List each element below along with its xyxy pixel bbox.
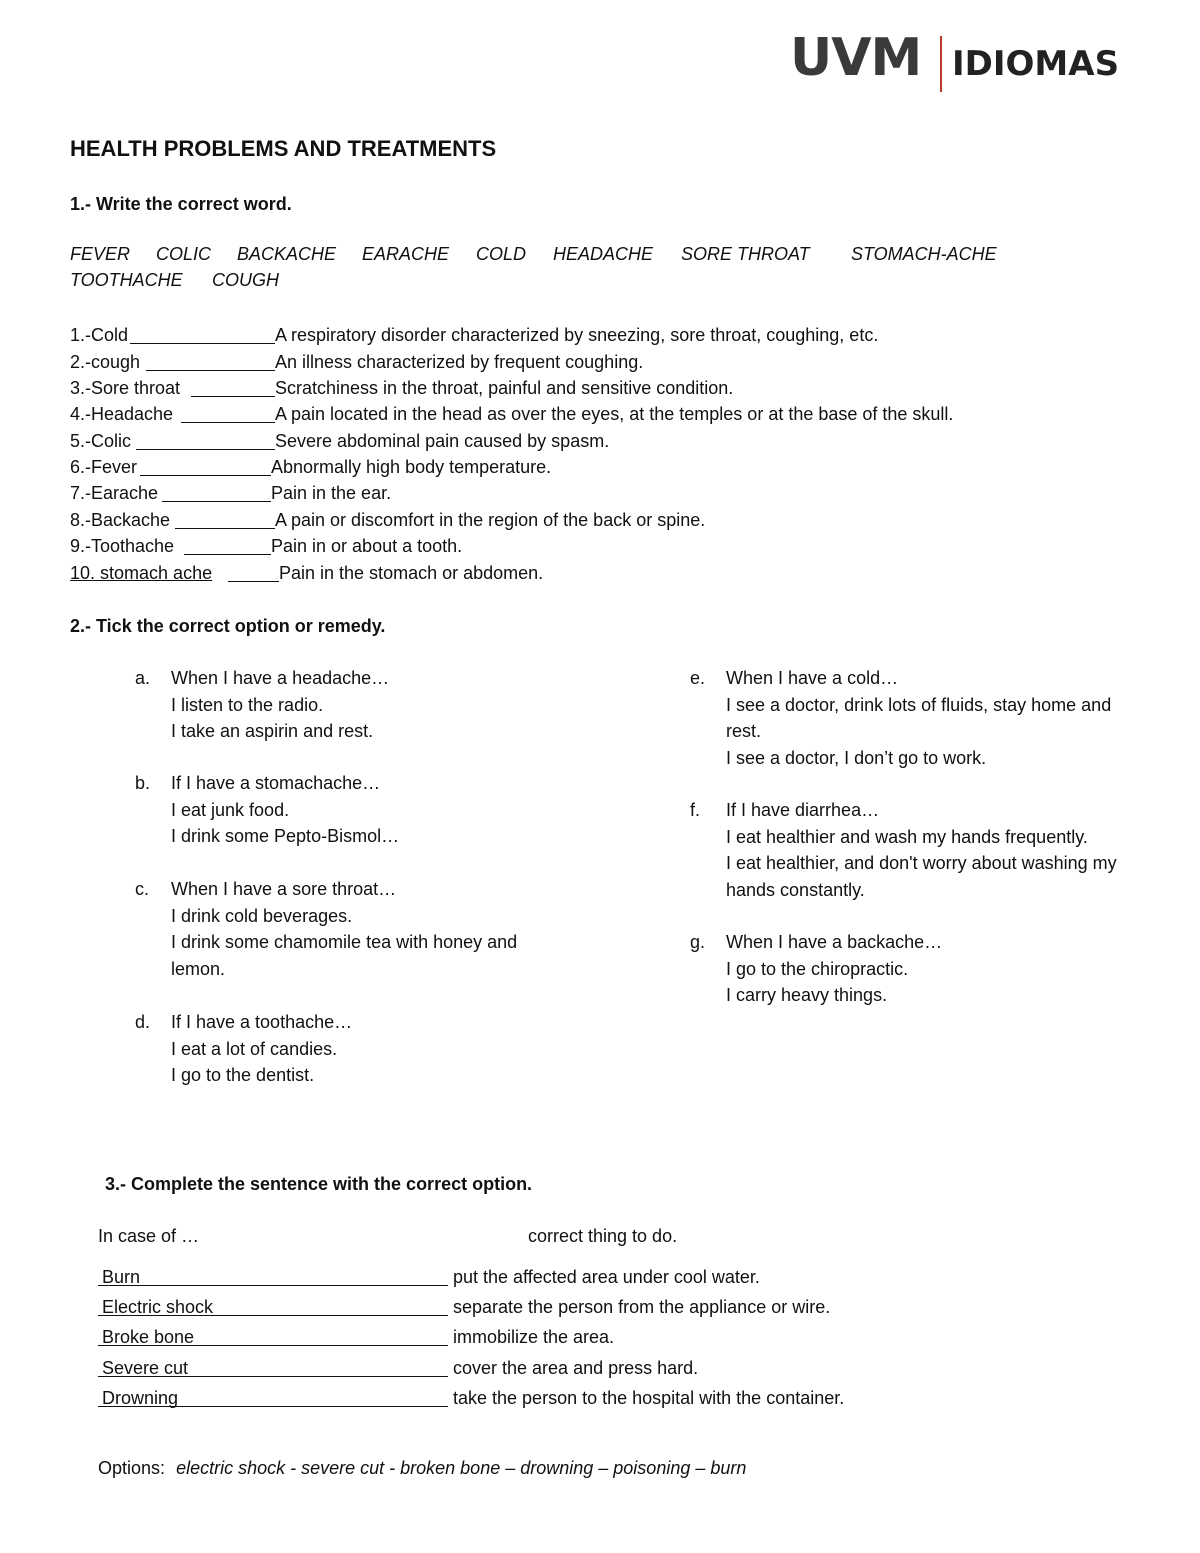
answer-line: [175, 507, 275, 529]
completion-text: separate the person from the appliance or wire.: [453, 1297, 831, 1317]
answer-line: [140, 454, 271, 476]
question-prompt: If I have diarrhea…: [726, 800, 880, 820]
options-line: [98, 1456, 746, 1480]
word-bank-item: STOMACH-ACHE: [851, 244, 997, 264]
option-text[interactable]: I go to the chiropractic.: [726, 958, 909, 979]
definition-text: A pain located in the head as over the eyes, at the temples or at the base of the skull.: [275, 404, 954, 424]
definition-text: Pain in the stomach or abdomen.: [279, 563, 544, 583]
answer-line: [184, 533, 271, 555]
word-bank-item: HEADACHE: [553, 244, 654, 264]
option-text[interactable]: I eat junk food.: [171, 799, 290, 820]
answer-line: [181, 401, 275, 423]
definition-text: Scratchiness in the throat, painful and sensitive condition.: [275, 378, 734, 398]
option-text[interactable]: I drink cold beverages.: [171, 905, 353, 926]
question-block: [726, 665, 1126, 771]
question-letter: c.: [135, 879, 150, 899]
definition-text: A pain or discomfort in the region of the back or spine.: [275, 510, 706, 530]
option-text[interactable]: I drink some Pepto-Bismol…: [171, 826, 400, 846]
option-text[interactable]: I see a doctor, drink lots of fluids, stay home and rest.: [726, 694, 1112, 741]
answer-line: [146, 349, 275, 371]
page-title: HEALTH PROBLEMS AND TREATMENTS: [70, 136, 497, 161]
answer-line: [136, 428, 275, 450]
question-prompt: When I have a sore throat…: [171, 879, 397, 899]
question-block: [171, 665, 581, 745]
completion-text: take the person to the hospital with the container.: [453, 1388, 845, 1408]
completion-text: cover the area and press hard.: [453, 1358, 699, 1378]
completion-text: put the affected area under cool water.: [453, 1267, 760, 1287]
definition-text: Pain in the ear.: [271, 483, 392, 503]
section1-heading: 1.- Write the correct word.: [70, 194, 292, 214]
section3-heading: 3.- Complete the sentence with the correct option.: [105, 1174, 533, 1194]
question-letter: b.: [135, 773, 151, 793]
word-bank-item: EARACHE: [362, 244, 450, 264]
option-text[interactable]: I see a doctor, I don’t go to work.: [726, 747, 987, 768]
question-block: [726, 929, 1136, 1009]
question-prompt: When I have a backache…: [726, 932, 943, 952]
option-text[interactable]: I take an aspirin and rest.: [171, 721, 374, 741]
definition-text: A respiratory disorder characterized by sneezing, sore throat, coughing, etc.: [275, 325, 879, 345]
completion-answer[interactable]: Electric shock: [98, 1294, 448, 1316]
definition-answer: 9.-Toothache: [70, 536, 175, 556]
question-letter: g.: [690, 932, 706, 952]
completion-answer[interactable]: Burn: [98, 1264, 448, 1286]
logo-uvm: UVM: [790, 28, 922, 88]
definition-answer: 10. stomach ache: [70, 563, 213, 583]
word-bank-item: TOOTHACHE: [70, 270, 183, 290]
definition-text: Pain in or about a tooth.: [271, 536, 463, 556]
completion-answer[interactable]: Severe cut: [98, 1355, 448, 1377]
option-text[interactable]: I eat a lot of candies.: [171, 1038, 338, 1059]
definition-answer: 5.-Colic: [70, 431, 132, 451]
definition-text: Abnormally high body temperature.: [271, 457, 552, 477]
column-label-action: correct thing to do.: [528, 1226, 678, 1246]
question-letter: a.: [135, 668, 151, 688]
word-bank-item: SORE THROAT: [681, 244, 810, 264]
definition-text: An illness characterized by frequent coughing.: [275, 352, 644, 372]
option-text[interactable]: I go to the dentist.: [171, 1065, 315, 1085]
question-block: [171, 876, 571, 982]
definition-answer: 3.-Sore throat: [70, 378, 181, 398]
options-list: electric shock - severe cut - broken bone – drowning – poisoning – burn: [176, 1458, 747, 1478]
word-bank-item: BACKACHE: [237, 244, 337, 264]
definition-answer: 4.-Headache: [70, 404, 174, 424]
options-label: Options:: [98, 1458, 166, 1478]
definition-answer: 1.-Cold: [70, 325, 129, 345]
completion-text: immobilize the area.: [453, 1327, 615, 1347]
option-text[interactable]: I drink some chamomile tea with honey and lemon.: [171, 932, 518, 979]
word-bank-item: COLD: [476, 244, 527, 264]
question-letter: e.: [690, 668, 706, 688]
option-text[interactable]: I eat healthier, and don't worry about washing my hands constantly.: [726, 853, 1117, 900]
option-text[interactable]: I carry heavy things.: [726, 985, 888, 1005]
question-prompt: If I have a stomachache…: [171, 773, 381, 793]
uvm-idiomas-logo: [790, 30, 1130, 92]
definition-text: Severe abdominal pain caused by spasm.: [275, 431, 610, 451]
section2-heading: 2.- Tick the correct option or remedy.: [70, 616, 386, 636]
question-block: [171, 770, 581, 850]
word-bank-item: COUGH: [212, 270, 279, 290]
column-label-case: In case of …: [98, 1226, 200, 1246]
logo-divider: [940, 36, 942, 92]
answer-line: [228, 560, 279, 582]
word-bank-item: FEVER: [70, 244, 131, 264]
question-prompt: When I have a headache…: [171, 668, 390, 688]
completion-answer[interactable]: Drowning: [98, 1385, 448, 1407]
definition-answer: 2.-cough: [70, 352, 141, 372]
answer-line: [191, 375, 275, 397]
answer-line: [130, 322, 275, 344]
question-block: [171, 1009, 581, 1089]
definition-answer: 8.-Backache: [70, 510, 171, 530]
definition-answer: 6.-Fever: [70, 457, 138, 477]
option-text[interactable]: I listen to the radio.: [171, 694, 324, 715]
logo-idiomas: IDIOMAS: [952, 44, 1120, 84]
word-bank-item: COLIC: [156, 244, 212, 264]
question-prompt: If I have a toothache…: [171, 1012, 353, 1032]
option-text[interactable]: I eat healthier and wash my hands frequently.: [726, 826, 1088, 847]
question-block: [726, 797, 1156, 903]
question-letter: d.: [135, 1012, 151, 1032]
definition-answer: 7.-Earache: [70, 483, 159, 503]
answer-line: [162, 480, 271, 502]
question-letter: f.: [690, 800, 701, 820]
question-prompt: When I have a cold…: [726, 668, 899, 688]
completion-answer[interactable]: Broke bone: [98, 1324, 448, 1346]
